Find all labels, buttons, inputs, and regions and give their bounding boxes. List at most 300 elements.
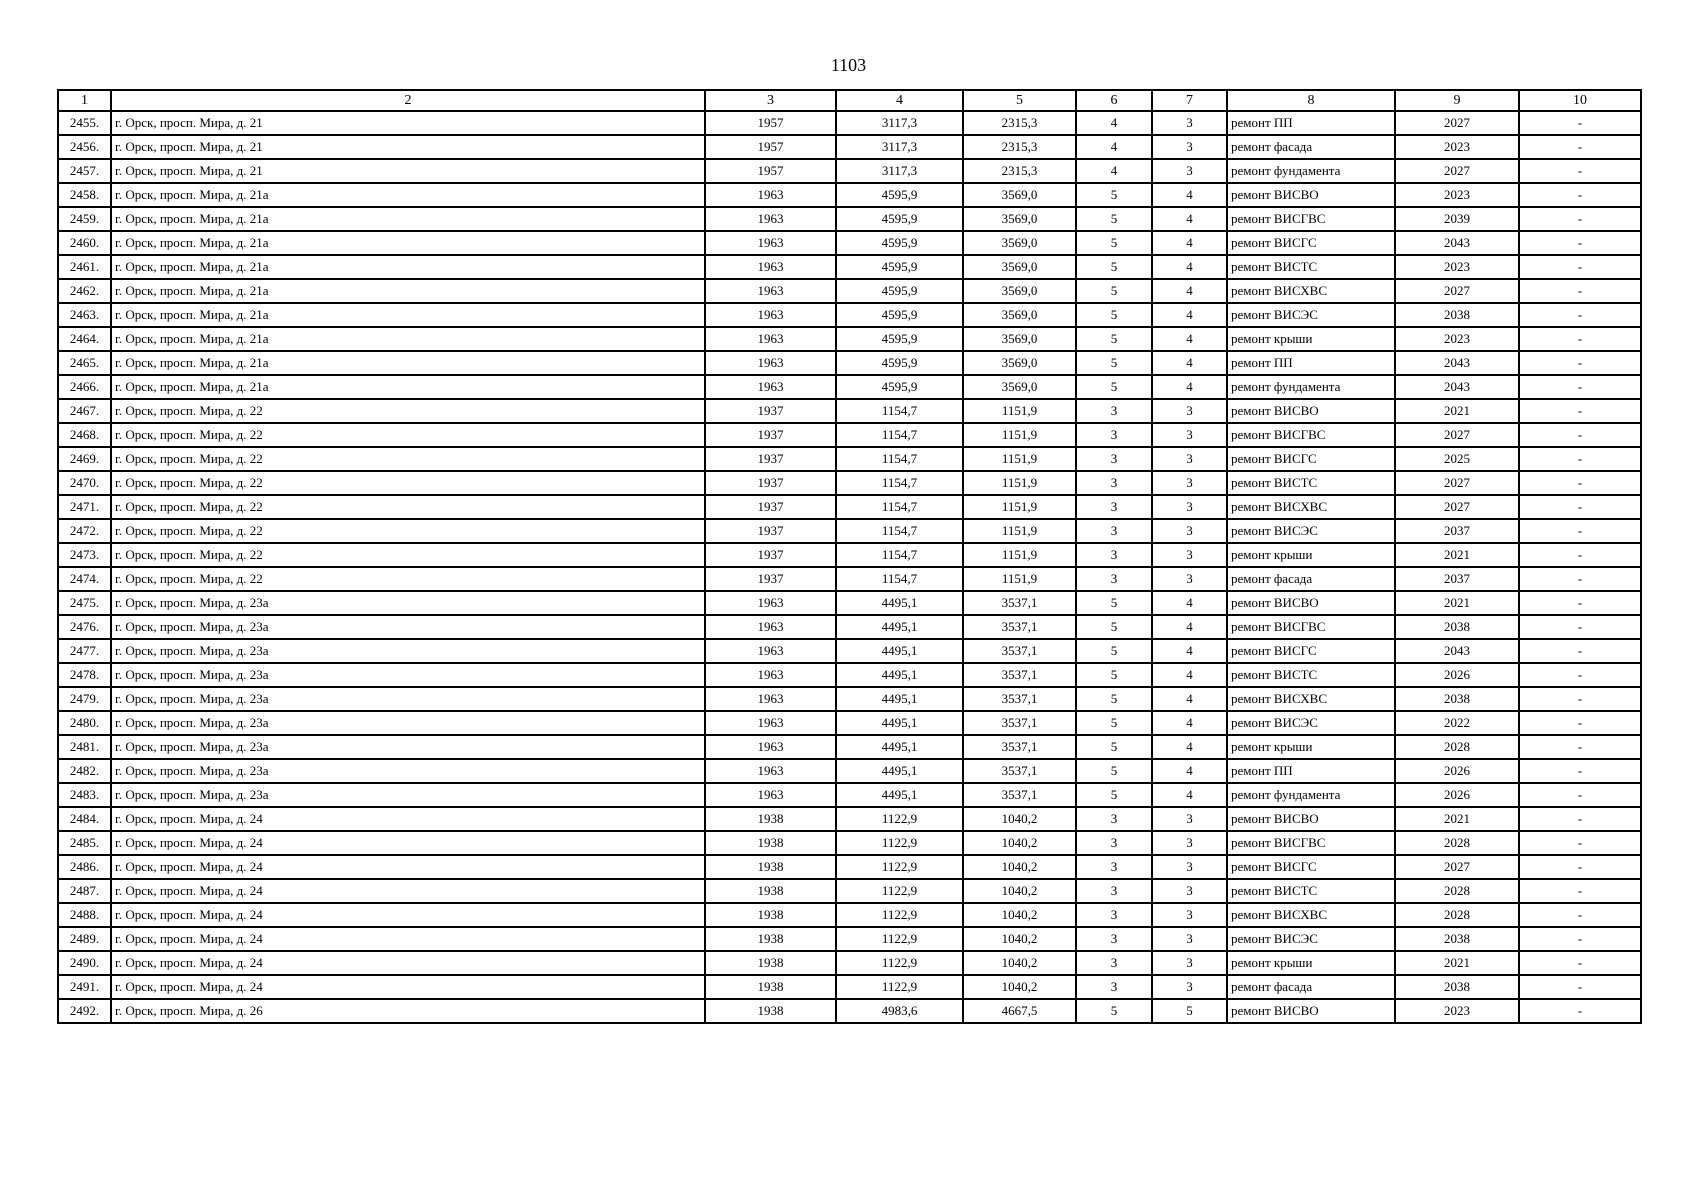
cell-note: - (1519, 855, 1641, 879)
cell-row-number: 2475. (58, 591, 111, 615)
cell-total-area: 1154,7 (836, 471, 963, 495)
cell-address: г. Орск, просп. Мира, д. 21а (111, 231, 705, 255)
cell-note: - (1519, 231, 1641, 255)
cell-total-area: 1122,9 (836, 831, 963, 855)
cell-floors: 3 (1076, 879, 1152, 903)
cell-entrances: 3 (1152, 471, 1227, 495)
cell-planned-year: 2028 (1395, 879, 1519, 903)
cell-living-area: 1040,2 (963, 975, 1076, 999)
cell-row-number: 2487. (58, 879, 111, 903)
cell-floors: 3 (1076, 927, 1152, 951)
cell-address: г. Орск, просп. Мира, д. 23а (111, 591, 705, 615)
cell-total-area: 1122,9 (836, 855, 963, 879)
cell-work-type: ремонт ВИСХВС (1227, 687, 1395, 711)
header-col-floors: 6 (1076, 90, 1152, 111)
cell-total-area: 1154,7 (836, 567, 963, 591)
cell-year-built: 1938 (705, 831, 836, 855)
cell-total-area: 1154,7 (836, 447, 963, 471)
cell-note: - (1519, 471, 1641, 495)
cell-entrances: 4 (1152, 639, 1227, 663)
cell-address: г. Орск, просп. Мира, д. 24 (111, 855, 705, 879)
cell-living-area: 1151,9 (963, 423, 1076, 447)
cell-work-type: ремонт фундамента (1227, 783, 1395, 807)
cell-row-number: 2471. (58, 495, 111, 519)
cell-address: г. Орск, просп. Мира, д. 21а (111, 375, 705, 399)
cell-note: - (1519, 615, 1641, 639)
cell-planned-year: 2022 (1395, 711, 1519, 735)
cell-planned-year: 2043 (1395, 639, 1519, 663)
cell-floors: 5 (1076, 735, 1152, 759)
cell-year-built: 1963 (705, 351, 836, 375)
cell-year-built: 1963 (705, 711, 836, 735)
cell-planned-year: 2028 (1395, 735, 1519, 759)
cell-address: г. Орск, просп. Мира, д. 21 (111, 135, 705, 159)
cell-entrances: 3 (1152, 903, 1227, 927)
cell-year-built: 1937 (705, 567, 836, 591)
cell-planned-year: 2039 (1395, 207, 1519, 231)
cell-note: - (1519, 903, 1641, 927)
cell-address: г. Орск, просп. Мира, д. 22 (111, 543, 705, 567)
table-row (58, 111, 1641, 135)
table-row (58, 735, 1641, 759)
cell-address: г. Орск, просп. Мира, д. 23а (111, 735, 705, 759)
cell-floors: 5 (1076, 591, 1152, 615)
cell-row-number: 2461. (58, 255, 111, 279)
cell-work-type: ремонт ВИСХВС (1227, 903, 1395, 927)
cell-floors: 5 (1076, 783, 1152, 807)
cell-year-built: 1938 (705, 855, 836, 879)
cell-living-area: 3569,0 (963, 303, 1076, 327)
table-row (58, 639, 1641, 663)
cell-year-built: 1937 (705, 495, 836, 519)
table-row (58, 783, 1641, 807)
cell-row-number: 2458. (58, 183, 111, 207)
cell-living-area: 1151,9 (963, 399, 1076, 423)
cell-year-built: 1963 (705, 375, 836, 399)
cell-row-number: 2455. (58, 111, 111, 135)
cell-total-area: 4983,6 (836, 999, 963, 1023)
cell-total-area: 4595,9 (836, 279, 963, 303)
cell-address: г. Орск, просп. Мира, д. 23а (111, 759, 705, 783)
cell-entrances: 3 (1152, 447, 1227, 471)
cell-year-built: 1963 (705, 663, 836, 687)
cell-floors: 5 (1076, 999, 1152, 1023)
cell-year-built: 1937 (705, 447, 836, 471)
cell-row-number: 2468. (58, 423, 111, 447)
header-col-entrances: 7 (1152, 90, 1227, 111)
cell-address: г. Орск, просп. Мира, д. 23а (111, 783, 705, 807)
cell-address: г. Орск, просп. Мира, д. 26 (111, 999, 705, 1023)
cell-entrances: 3 (1152, 951, 1227, 975)
cell-planned-year: 2027 (1395, 855, 1519, 879)
cell-work-type: ремонт крыши (1227, 951, 1395, 975)
cell-planned-year: 2023 (1395, 327, 1519, 351)
cell-total-area: 1154,7 (836, 423, 963, 447)
cell-row-number: 2491. (58, 975, 111, 999)
cell-work-type: ремонт ВИСВО (1227, 999, 1395, 1023)
cell-total-area: 3117,3 (836, 159, 963, 183)
cell-total-area: 4495,1 (836, 759, 963, 783)
cell-row-number: 2460. (58, 231, 111, 255)
cell-entrances: 3 (1152, 399, 1227, 423)
cell-year-built: 1963 (705, 279, 836, 303)
table-row (58, 567, 1641, 591)
cell-note: - (1519, 183, 1641, 207)
header-col-row-number: 1 (58, 90, 111, 111)
cell-work-type: ремонт ВИСЭС (1227, 519, 1395, 543)
cell-year-built: 1963 (705, 183, 836, 207)
table-row (58, 159, 1641, 183)
cell-note: - (1519, 135, 1641, 159)
cell-address: г. Орск, просп. Мира, д. 24 (111, 927, 705, 951)
cell-floors: 5 (1076, 615, 1152, 639)
cell-year-built: 1938 (705, 951, 836, 975)
cell-note: - (1519, 111, 1641, 135)
table-row (58, 855, 1641, 879)
table-row (58, 927, 1641, 951)
cell-note: - (1519, 207, 1641, 231)
cell-note: - (1519, 807, 1641, 831)
cell-total-area: 4595,9 (836, 207, 963, 231)
cell-living-area: 1151,9 (963, 567, 1076, 591)
cell-total-area: 4495,1 (836, 735, 963, 759)
cell-note: - (1519, 327, 1641, 351)
table-row (58, 447, 1641, 471)
cell-entrances: 4 (1152, 663, 1227, 687)
cell-planned-year: 2028 (1395, 903, 1519, 927)
cell-planned-year: 2027 (1395, 111, 1519, 135)
cell-entrances: 3 (1152, 855, 1227, 879)
cell-planned-year: 2027 (1395, 279, 1519, 303)
table-row (58, 495, 1641, 519)
cell-floors: 5 (1076, 375, 1152, 399)
cell-work-type: ремонт ВИСВО (1227, 399, 1395, 423)
cell-entrances: 3 (1152, 879, 1227, 903)
cell-planned-year: 2043 (1395, 375, 1519, 399)
cell-row-number: 2492. (58, 999, 111, 1023)
cell-year-built: 1963 (705, 615, 836, 639)
cell-work-type: ремонт ВИСВО (1227, 591, 1395, 615)
cell-row-number: 2484. (58, 807, 111, 831)
cell-work-type: ремонт крыши (1227, 735, 1395, 759)
cell-note: - (1519, 951, 1641, 975)
cell-note: - (1519, 375, 1641, 399)
cell-note: - (1519, 447, 1641, 471)
cell-year-built: 1957 (705, 135, 836, 159)
cell-note: - (1519, 255, 1641, 279)
cell-work-type: ремонт ПП (1227, 351, 1395, 375)
cell-entrances: 3 (1152, 519, 1227, 543)
cell-year-built: 1963 (705, 639, 836, 663)
cell-planned-year: 2038 (1395, 687, 1519, 711)
cell-planned-year: 2021 (1395, 591, 1519, 615)
cell-living-area: 2315,3 (963, 135, 1076, 159)
cell-entrances: 3 (1152, 831, 1227, 855)
cell-floors: 3 (1076, 855, 1152, 879)
cell-floors: 5 (1076, 639, 1152, 663)
table-row (58, 831, 1641, 855)
cell-floors: 3 (1076, 543, 1152, 567)
cell-work-type: ремонт ВИСЭС (1227, 711, 1395, 735)
cell-year-built: 1963 (705, 687, 836, 711)
cell-living-area: 1040,2 (963, 951, 1076, 975)
cell-planned-year: 2021 (1395, 807, 1519, 831)
cell-floors: 3 (1076, 423, 1152, 447)
table-row (58, 279, 1641, 303)
table-row (58, 375, 1641, 399)
cell-living-area: 4667,5 (963, 999, 1076, 1023)
cell-floors: 5 (1076, 759, 1152, 783)
cell-row-number: 2464. (58, 327, 111, 351)
cell-year-built: 1937 (705, 471, 836, 495)
cell-total-area: 4595,9 (836, 303, 963, 327)
cell-total-area: 1154,7 (836, 495, 963, 519)
cell-work-type: ремонт ВИСГС (1227, 447, 1395, 471)
cell-floors: 5 (1076, 663, 1152, 687)
cell-floors: 3 (1076, 807, 1152, 831)
cell-row-number: 2469. (58, 447, 111, 471)
cell-entrances: 3 (1152, 927, 1227, 951)
cell-row-number: 2476. (58, 615, 111, 639)
page-number: 1103 (830, 55, 867, 75)
cell-address: г. Орск, просп. Мира, д. 22 (111, 399, 705, 423)
cell-address: г. Орск, просп. Мира, д. 22 (111, 471, 705, 495)
cell-note: - (1519, 519, 1641, 543)
header-col-work-type: 8 (1227, 90, 1395, 111)
cell-work-type: ремонт крыши (1227, 327, 1395, 351)
cell-living-area: 1040,2 (963, 879, 1076, 903)
cell-entrances: 3 (1152, 159, 1227, 183)
cell-entrances: 4 (1152, 615, 1227, 639)
cell-row-number: 2459. (58, 207, 111, 231)
table-row (58, 327, 1641, 351)
header-col-address: 2 (111, 90, 705, 111)
cell-row-number: 2485. (58, 831, 111, 855)
cell-address: г. Орск, просп. Мира, д. 21а (111, 207, 705, 231)
cell-year-built: 1963 (705, 735, 836, 759)
cell-row-number: 2489. (58, 927, 111, 951)
cell-floors: 4 (1076, 159, 1152, 183)
cell-total-area: 1154,7 (836, 543, 963, 567)
cell-address: г. Орск, просп. Мира, д. 24 (111, 975, 705, 999)
cell-work-type: ремонт ВИСГС (1227, 231, 1395, 255)
cell-living-area: 1151,9 (963, 543, 1076, 567)
cell-address: г. Орск, просп. Мира, д. 22 (111, 423, 705, 447)
cell-address: г. Орск, просп. Мира, д. 24 (111, 807, 705, 831)
cell-living-area: 3537,1 (963, 639, 1076, 663)
cell-living-area: 3569,0 (963, 351, 1076, 375)
cell-entrances: 4 (1152, 375, 1227, 399)
cell-note: - (1519, 591, 1641, 615)
table-row (58, 591, 1641, 615)
cell-planned-year: 2037 (1395, 519, 1519, 543)
cell-row-number: 2488. (58, 903, 111, 927)
cell-entrances: 5 (1152, 999, 1227, 1023)
cell-planned-year: 2038 (1395, 615, 1519, 639)
cell-total-area: 4495,1 (836, 639, 963, 663)
cell-work-type: ремонт ВИСЭС (1227, 927, 1395, 951)
cell-floors: 5 (1076, 687, 1152, 711)
cell-work-type: ремонт ПП (1227, 111, 1395, 135)
cell-total-area: 4495,1 (836, 687, 963, 711)
cell-total-area: 4595,9 (836, 255, 963, 279)
header-col-living-area: 5 (963, 90, 1076, 111)
cell-row-number: 2486. (58, 855, 111, 879)
cell-planned-year: 2026 (1395, 759, 1519, 783)
cell-address: г. Орск, просп. Мира, д. 21 (111, 111, 705, 135)
cell-address: г. Орск, просп. Мира, д. 24 (111, 903, 705, 927)
cell-floors: 3 (1076, 951, 1152, 975)
cell-total-area: 4495,1 (836, 711, 963, 735)
cell-address: г. Орск, просп. Мира, д. 21а (111, 279, 705, 303)
cell-work-type: ремонт ВИСГВС (1227, 615, 1395, 639)
cell-planned-year: 2038 (1395, 927, 1519, 951)
table-row (58, 975, 1641, 999)
cell-total-area: 1122,9 (836, 879, 963, 903)
cell-work-type: ремонт ВИСВО (1227, 807, 1395, 831)
cell-note: - (1519, 279, 1641, 303)
cell-entrances: 3 (1152, 111, 1227, 135)
cell-address: г. Орск, просп. Мира, д. 22 (111, 495, 705, 519)
table-row (58, 423, 1641, 447)
cell-work-type: ремонт ВИСТС (1227, 471, 1395, 495)
cell-note: - (1519, 543, 1641, 567)
cell-year-built: 1938 (705, 903, 836, 927)
cell-row-number: 2473. (58, 543, 111, 567)
cell-living-area: 2315,3 (963, 111, 1076, 135)
cell-planned-year: 2038 (1395, 303, 1519, 327)
cell-entrances: 4 (1152, 711, 1227, 735)
cell-work-type: ремонт ВИСЭС (1227, 303, 1395, 327)
cell-note: - (1519, 351, 1641, 375)
cell-planned-year: 2023 (1395, 135, 1519, 159)
table-row (58, 759, 1641, 783)
cell-year-built: 1957 (705, 111, 836, 135)
cell-entrances: 4 (1152, 207, 1227, 231)
cell-address: г. Орск, просп. Мира, д. 21а (111, 327, 705, 351)
cell-living-area: 3537,1 (963, 687, 1076, 711)
cell-total-area: 4595,9 (836, 351, 963, 375)
cell-entrances: 3 (1152, 543, 1227, 567)
cell-total-area: 4595,9 (836, 231, 963, 255)
cell-year-built: 1963 (705, 303, 836, 327)
cell-year-built: 1963 (705, 255, 836, 279)
cell-planned-year: 2027 (1395, 159, 1519, 183)
repair-schedule-table (57, 89, 1642, 1024)
cell-year-built: 1963 (705, 591, 836, 615)
cell-year-built: 1938 (705, 879, 836, 903)
cell-note: - (1519, 999, 1641, 1023)
table-row (58, 231, 1641, 255)
cell-work-type: ремонт ВИСТС (1227, 663, 1395, 687)
cell-living-area: 3569,0 (963, 231, 1076, 255)
cell-entrances: 3 (1152, 807, 1227, 831)
cell-address: г. Орск, просп. Мира, д. 21 (111, 159, 705, 183)
cell-total-area: 4595,9 (836, 327, 963, 351)
cell-entrances: 4 (1152, 735, 1227, 759)
cell-note: - (1519, 663, 1641, 687)
cell-entrances: 4 (1152, 351, 1227, 375)
cell-living-area: 3537,1 (963, 711, 1076, 735)
cell-address: г. Орск, просп. Мира, д. 22 (111, 567, 705, 591)
cell-planned-year: 2025 (1395, 447, 1519, 471)
cell-row-number: 2490. (58, 951, 111, 975)
cell-total-area: 1154,7 (836, 399, 963, 423)
cell-row-number: 2466. (58, 375, 111, 399)
cell-entrances: 4 (1152, 591, 1227, 615)
table-row (58, 471, 1641, 495)
cell-row-number: 2479. (58, 687, 111, 711)
cell-total-area: 4495,1 (836, 663, 963, 687)
table-row (58, 351, 1641, 375)
cell-work-type: ремонт крыши (1227, 543, 1395, 567)
cell-note: - (1519, 927, 1641, 951)
header-col-planned-year: 9 (1395, 90, 1519, 111)
cell-work-type: ремонт ВИСТС (1227, 255, 1395, 279)
cell-row-number: 2472. (58, 519, 111, 543)
cell-work-type: ремонт ВИСХВС (1227, 279, 1395, 303)
cell-total-area: 1122,9 (836, 807, 963, 831)
cell-work-type: ремонт ВИСГВС (1227, 207, 1395, 231)
cell-row-number: 2456. (58, 135, 111, 159)
cell-planned-year: 2027 (1395, 423, 1519, 447)
cell-row-number: 2467. (58, 399, 111, 423)
cell-year-built: 1963 (705, 783, 836, 807)
cell-total-area: 3117,3 (836, 135, 963, 159)
cell-planned-year: 2037 (1395, 567, 1519, 591)
cell-living-area: 1151,9 (963, 495, 1076, 519)
cell-year-built: 1963 (705, 207, 836, 231)
table-row (58, 903, 1641, 927)
cell-address: г. Орск, просп. Мира, д. 21а (111, 183, 705, 207)
table-row (58, 303, 1641, 327)
cell-note: - (1519, 423, 1641, 447)
cell-address: г. Орск, просп. Мира, д. 23а (111, 711, 705, 735)
cell-row-number: 2482. (58, 759, 111, 783)
cell-note: - (1519, 735, 1641, 759)
cell-work-type: ремонт ПП (1227, 759, 1395, 783)
cell-row-number: 2481. (58, 735, 111, 759)
header-col-note: 10 (1519, 90, 1641, 111)
cell-address: г. Орск, просп. Мира, д. 24 (111, 951, 705, 975)
cell-floors: 5 (1076, 207, 1152, 231)
cell-work-type: ремонт ВИСГС (1227, 639, 1395, 663)
cell-note: - (1519, 159, 1641, 183)
table-header-row (58, 90, 1641, 111)
cell-total-area: 4595,9 (836, 375, 963, 399)
cell-year-built: 1963 (705, 231, 836, 255)
cell-row-number: 2457. (58, 159, 111, 183)
cell-living-area: 1040,2 (963, 807, 1076, 831)
header-col-total-area: 4 (836, 90, 963, 111)
table-body (58, 111, 1641, 1023)
cell-row-number: 2483. (58, 783, 111, 807)
cell-floors: 4 (1076, 111, 1152, 135)
cell-year-built: 1937 (705, 399, 836, 423)
cell-planned-year: 2026 (1395, 663, 1519, 687)
cell-note: - (1519, 495, 1641, 519)
cell-address: г. Орск, просп. Мира, д. 22 (111, 519, 705, 543)
cell-year-built: 1938 (705, 927, 836, 951)
cell-floors: 3 (1076, 447, 1152, 471)
cell-planned-year: 2021 (1395, 951, 1519, 975)
cell-note: - (1519, 399, 1641, 423)
cell-total-area: 1122,9 (836, 903, 963, 927)
cell-entrances: 3 (1152, 975, 1227, 999)
cell-floors: 3 (1076, 567, 1152, 591)
cell-planned-year: 2027 (1395, 471, 1519, 495)
table-row (58, 183, 1641, 207)
